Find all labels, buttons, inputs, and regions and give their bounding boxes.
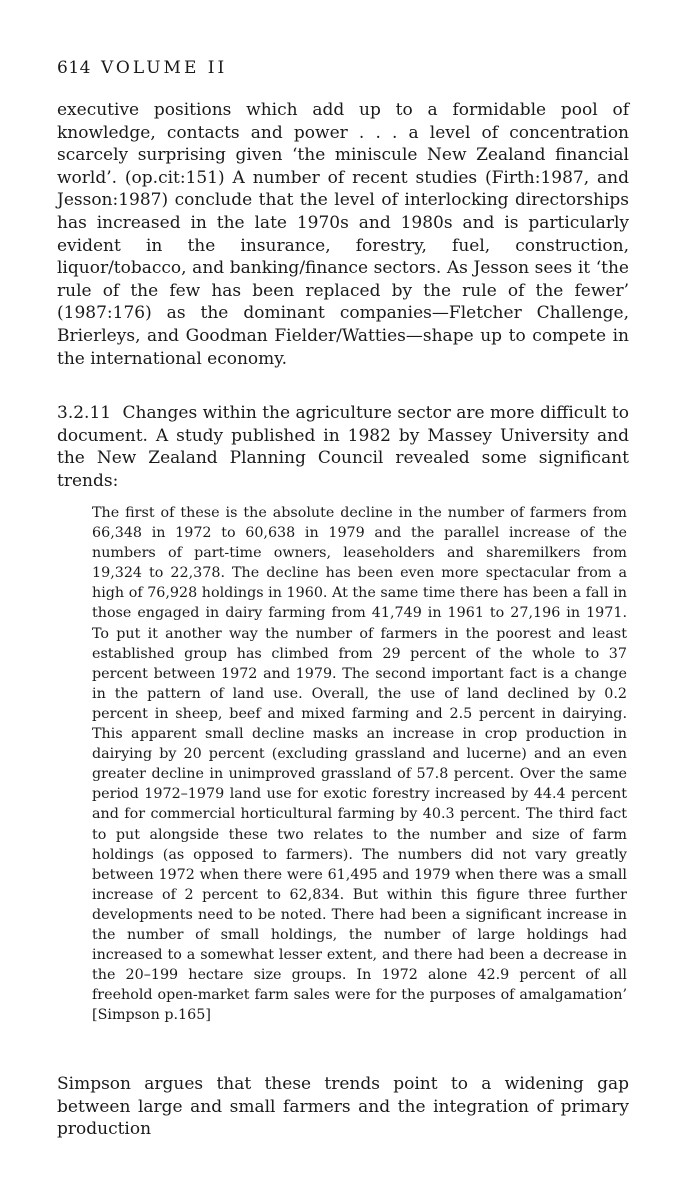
block-quote: The first of these is the absolute decline in the number of farmers from 66,348 in 1972 to 60,638 in 1979 and the parallel increase of the numbers of part-time owners, leaseholders and sharemilkers from 19,324 to 22,378. The decline has been even more spectacular from a high of 76,928 holdings in 1960. At the same time there has been a fall in those engaged in dairy farming from 41,749 in 1961 to 27,196 in 1971. To put it another way the number of farmers in the poorest and least established group has climbed from 29 percent of the whole to 37 percent between 1972 and 1979. The second important fact is a change in the pattern of land use. Overall, the use of land declined by 0.2 percent in sheep, beef and mixed farming and 2.5 percent in dairying. This apparent small decline masks an increase in crop production in dairying by 20 percent (excluding grassland and lucerne) and an even greater decline in unimproved grassland of 57.8 percent. Over the same period 1972–1979 land use for exotic forestry increased by 44.4 percent and for commercial horticultural farming by 40.3 percent. The third fact to put alongside these two relates to the number and size of farm holdings (as opposed to farmers). The numbers did not vary greatly between 1972 when there were 61,495 and 1979 when there was a small increase of 2 percent to 62,834. But within this figure three further developments need to be noted. There had been a significant increase in the number of small holdings, the number of large holdings had increased to a somewhat lesser extent, and there had been a decrease in the 20–199 hectare size groups. In 1972 alone 42.9 percent of all freehold open-market farm sales were for the purposes of amalgamation’ [Simpson p.165] bbox=[92, 505, 627, 1024]
volume-label: VOLUME II bbox=[100, 58, 228, 78]
page-number: 614 bbox=[57, 58, 91, 78]
section-number: 3.2.11 bbox=[57, 403, 112, 423]
section-text: Changes within the agriculture sector are more difficult to document. A study published in 1982 by Massey University and the New Zealand Planning Council revealed some significant trends: bbox=[57, 403, 630, 491]
intro-paragraph: executive positions which add up to a formidable pool of knowledge, contacts and power . . . a level of concentration scarcely surprising given ‘the miniscule New Zealand financial world’. (op.cit:151) A number of recent studies (Firth:1987, and Jesson:1987) conclude that the level of interlocking directorships has increased in the late 1970s and 1980s and is particularly evident in the insurance, forestry, fuel, construction, liquor/tobacco, and banking/finance sectors. As Jesson sees it ‘the rule of the few has been replaced by the rule of the fewer’ (1987:176) as the dominant companies—Fletcher Challenge, Brierleys, and Goodman Fielder/Watties—shape up to compete in the international economy. bbox=[57, 100, 629, 369]
section-paragraph bbox=[57, 402, 629, 492]
closing-paragraph: Simpson argues that these trends point to a widening gap between large and small farmers and the integration of primary production bbox=[57, 1074, 629, 1140]
running-header bbox=[57, 58, 227, 78]
